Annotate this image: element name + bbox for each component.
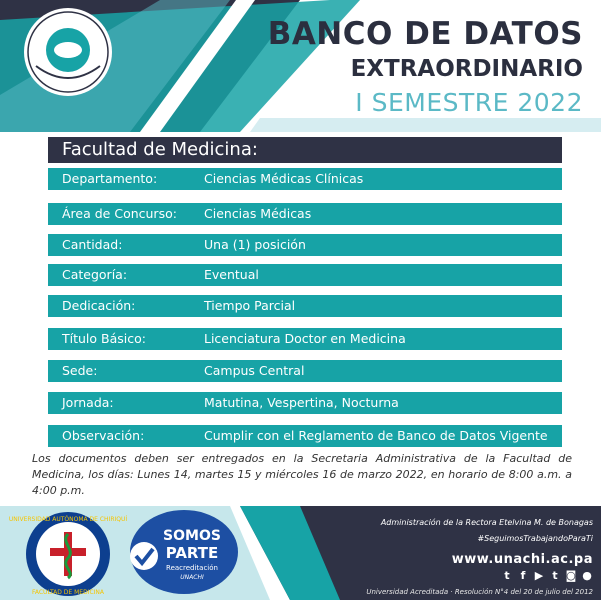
row-value: Una (1) posición [204, 237, 306, 252]
instagram-icon[interactable]: ◙ [565, 569, 577, 582]
accreditation-text: Universidad Acreditada · Resolución N°4 del 20 de julio del 2012 [366, 588, 593, 596]
row-label: Área de Concurso: [62, 206, 177, 221]
row-label: Departamento: [62, 171, 158, 186]
med-logo-bottom-text: FACULTAD DE MEDICINA [31, 589, 105, 596]
row-label: Título Básico: [62, 331, 146, 346]
title-line-3: I SEMESTRE 2022 [355, 88, 583, 117]
row-dedicacion [48, 295, 562, 317]
row-value: Licenciatura Doctor en Medicina [204, 331, 406, 346]
somos-line-1: SOMOS [163, 528, 221, 544]
title-line-2: EXTRAORDINARIO [350, 56, 583, 82]
row-cantidad [48, 234, 562, 256]
somos-line-4: UNACHI [180, 574, 204, 581]
row-categoria [48, 264, 562, 286]
row-label: Dedicación: [62, 298, 136, 313]
youtube-icon[interactable]: ▶ [534, 569, 544, 582]
row-label: Cantidad: [62, 237, 123, 252]
tumblr-icon[interactable]: t [552, 569, 558, 582]
row-value: Cumplir con el Reglamento de Banco de Datos Vigente [204, 428, 548, 443]
title-line-1: BANCO DE DATOS [267, 16, 583, 52]
website-link[interactable]: www.unachi.ac.pa [451, 552, 593, 567]
faculty-heading: Facultad de Medicina: [48, 137, 562, 163]
row-value: Tiempo Parcial [204, 298, 296, 313]
row-value: Eventual [204, 267, 259, 282]
delivery-note: Los documentos deben ser entregados en la Secretaria Administrativa de la Facultad de Medicina, los días: Lunes 14, martes 15 y miércoles 16 de marzo 2022, en horario de 8:00 a.m. a 4:00 p.m. [32, 452, 572, 497]
row-titulo-basico [48, 328, 562, 350]
row-label: Jornada: [62, 395, 114, 410]
row-value: Ciencias Médicas [204, 206, 312, 221]
row-value: Ciencias Médicas Clínicas [204, 171, 364, 186]
row-jornada [48, 392, 562, 414]
footer [0, 506, 601, 600]
flickr-icon[interactable]: ● [582, 569, 592, 582]
facebook-icon[interactable]: f [520, 569, 526, 582]
somos-parte-badge [122, 508, 238, 598]
faculty-medicine-logo [8, 510, 128, 598]
row-observacion [48, 425, 562, 447]
unachi-logo [22, 6, 114, 98]
twitter-icon[interactable]: t [504, 569, 510, 582]
administration-text: Administración de la Rectora Etelvina M. de Bonagas [380, 518, 593, 527]
row-label: Categoría: [62, 267, 128, 282]
row-label: Sede: [62, 363, 98, 378]
somos-line-3: Reacreditación [166, 564, 218, 572]
header [0, 0, 601, 132]
med-logo-top-text: UNIVERSIDAD AUTÓNOMA DE CHIRIQUÍ [8, 516, 128, 523]
row-area-concurso [48, 203, 562, 225]
row-sede [48, 360, 562, 382]
somos-line-2: PARTE [165, 544, 219, 562]
row-label: Observación: [62, 428, 145, 443]
row-value: Matutina, Vespertina, Nocturna [204, 395, 399, 410]
row-departamento [48, 168, 562, 190]
social-icons [501, 570, 593, 582]
hashtag-text: #SeguimosTrabajandoParaTi [477, 534, 593, 543]
row-value: Campus Central [204, 363, 305, 378]
